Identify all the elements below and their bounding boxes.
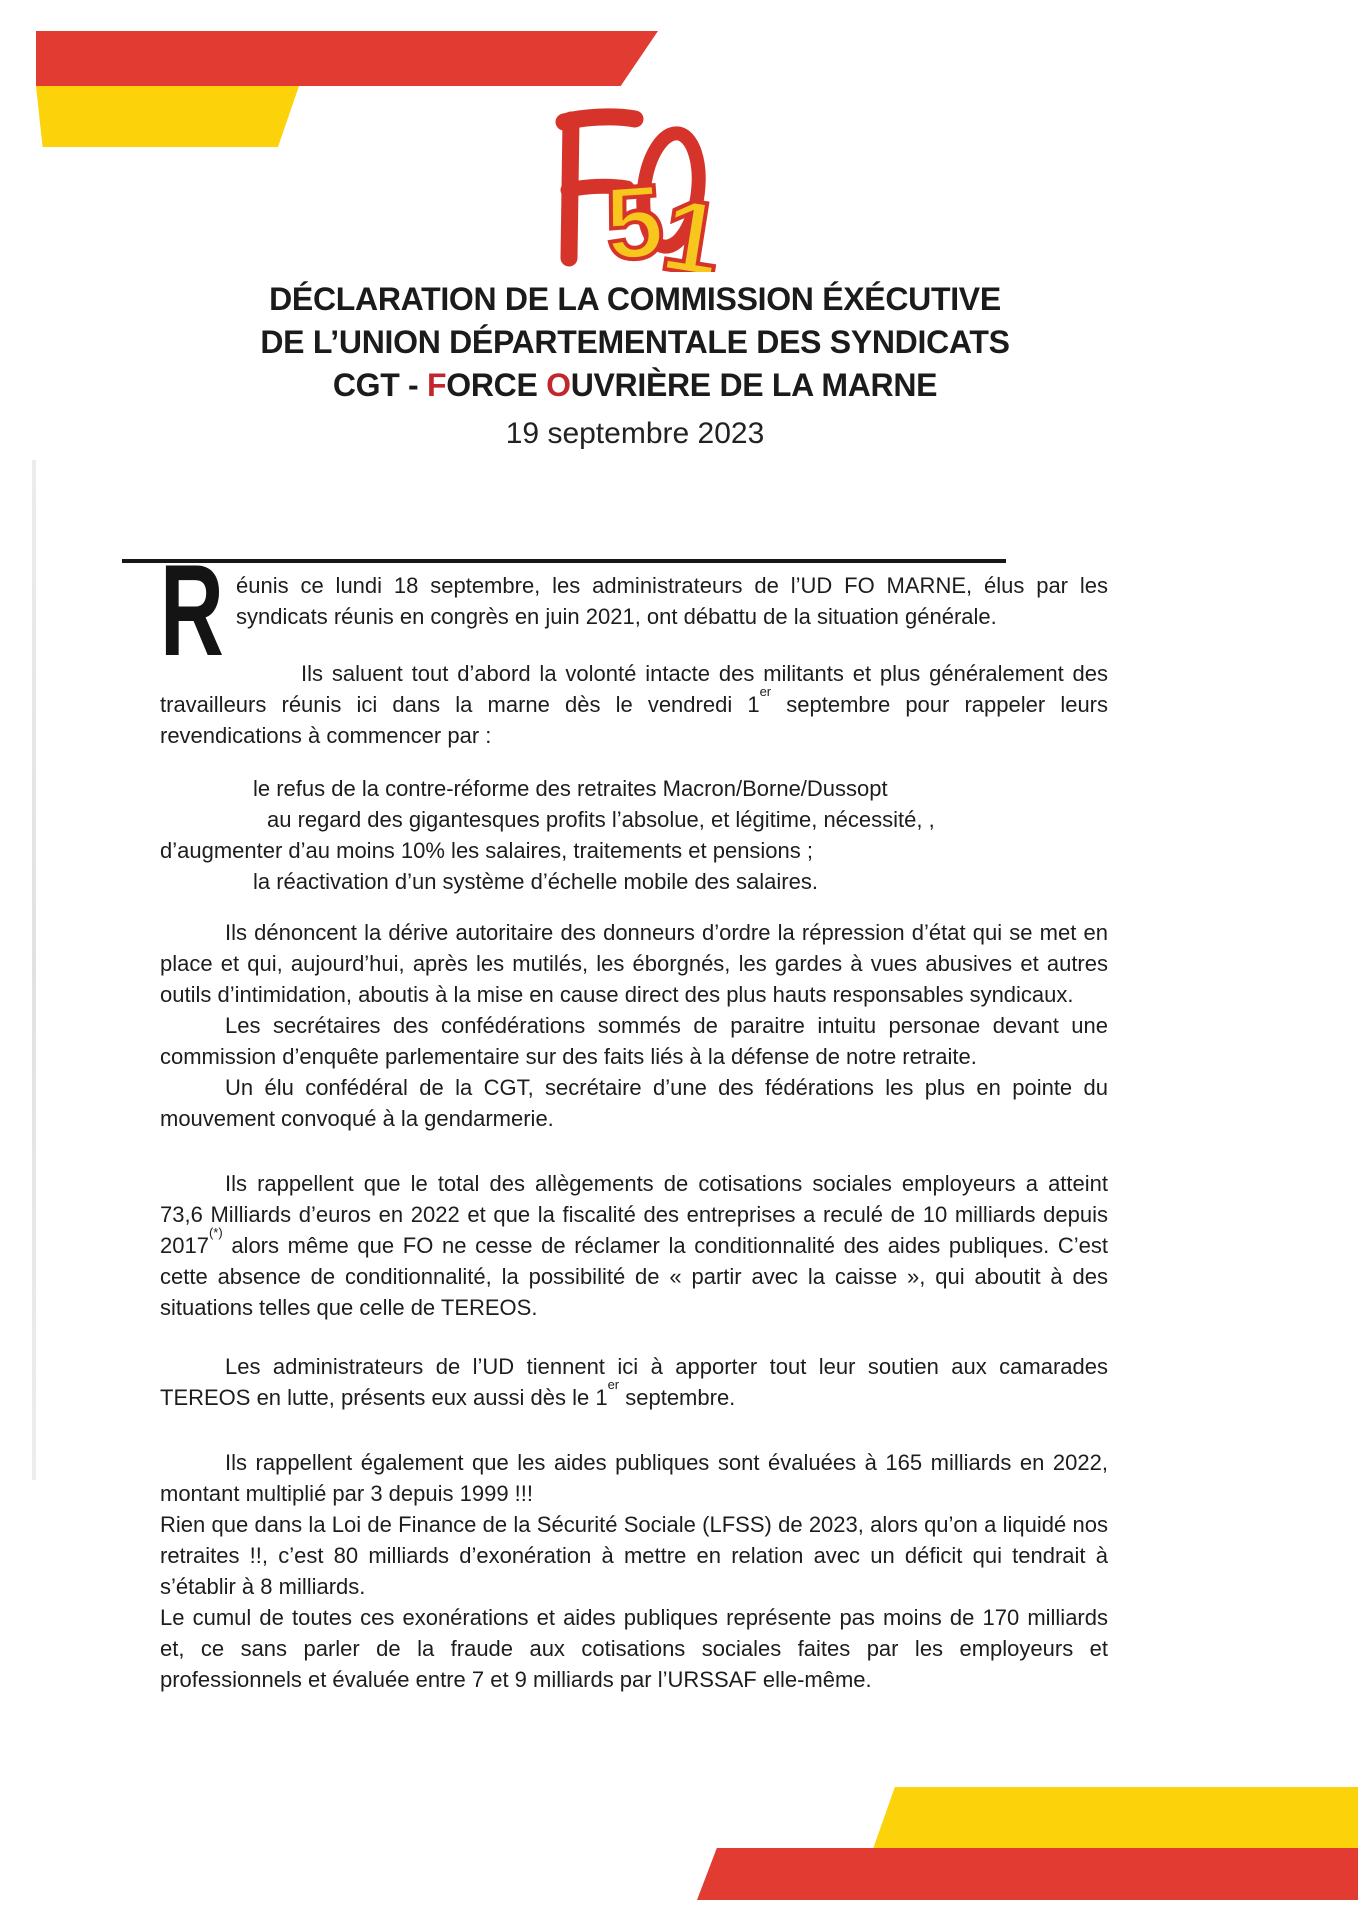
title-line-2: DE L’UNION DÉPARTEMENTALE DES SYNDICATS <box>260 324 1010 360</box>
horizontal-rule <box>122 559 1006 563</box>
paragraph-secretaires: Les secrétaires des confédérations sommés de paraitre intuitu personae devant une commission d’enquête parlementaire sur des faits liés à la défense de notre retraite. <box>160 1013 1108 1069</box>
document-date: 19 septembre 2023 <box>505 417 765 450</box>
paragraph-lfss: Rien que dans la Loi de Finance de la Sécurité Sociale (LFSS) de 2023, alors qu’on a liquidé nos retraites !!, c’est 80 milliards d’exonération à mettre en relation avec un déficit qui tendrait à s’établir à 8 milliards. <box>160 1512 1108 1599</box>
logo-digit-5: 5 <box>601 163 668 272</box>
demand-item: au regard des gigantesques profits l’absolue, et légitime, nécessité, , <box>267 807 935 832</box>
title-block <box>160 278 1110 452</box>
fo51-logo <box>538 100 723 272</box>
superscript-er: er <box>607 1376 620 1392</box>
paragraph-cumul: Le cumul de toutes ces exonérations et aides publiques représente pas moins de 170 milliards et, ce sans parler de la fraude aux cotisations sociales faites par les employeurs et professionnels et évaluée entre 7 et 9 milliards par l’URSSAF elle-même. <box>160 1605 1108 1692</box>
title-red-letter-o: O <box>546 367 571 403</box>
demand-item: le refus de la contre-réforme des retraites Macron/Borne/Dussopt <box>253 776 888 801</box>
bottom-red-band <box>697 1848 1358 1900</box>
paragraph-tereos: Les administrateurs de l’UD tiennent ici à apporter tout leur soutien aux camarades TEREOS en lutte, présents eux aussi dès le 1er septembre. <box>160 1354 1108 1410</box>
bottom-yellow-band <box>873 1787 1358 1849</box>
paragraph-opening: R éunis ce lundi 18 septembre, les administrateurs de l’UD FO MARNE, élus par les syndicats réunis en congrès en juin 2021, ont débattu de la situation générale. <box>160 537 1108 683</box>
fo51-logo-graphic <box>538 100 723 272</box>
title-line-3-cgt: CGT - <box>332 367 427 403</box>
top-yellow-band <box>36 86 299 147</box>
document-body <box>160 537 1109 1695</box>
paragraph-allegements: Ils rappellent que le total des allègements de cotisations sociales employeurs a atteint 73,6 Milliards d’euros en 2022 et que la fiscalité des entreprises a reculé de 10 milliards depuis 2017(*) alors même que FO ne cesse de réclamer la conditionnalité des aides publiques. C’est cette absence de conditionnalité, la possibilité de « partir avec la caisse », qui aboutit à des situations telles que celle de TEREOS. <box>160 1171 1108 1320</box>
title-red-letter-f: F <box>427 367 447 403</box>
demand-item: la réactivation d’un système d’échelle mobile des salaires. <box>253 869 818 894</box>
paragraph-elu-cgt: Un élu confédéral de la CGT, secrétaire d’une des fédérations les plus en pointe du mouvement convoqué à la gendarmerie. <box>160 1075 1108 1131</box>
paragraph-denunciation: Ils dénoncent la dérive autoritaire des donneurs d’ordre la répression d’état qui se met en place et qui, aujourd’hui, après les mutilés, les éborgnés, les gardes à vues abusives et autres outils d’intimidation, aboutis à la mise en cause direct des plus hauts responsables syndicaux. <box>160 920 1108 1007</box>
dropcap-r: R <box>160 537 224 683</box>
demands-list <box>160 773 1108 897</box>
top-red-band <box>36 31 658 86</box>
paragraph-salute: Ils saluent tout d’abord la volonté intacte des militants et plus généralement des travailleurs réunis ici dans la marne dès le vendredi 1er septembre pour rappeler leurs revendications à commencer par : <box>160 661 1109 748</box>
logo-digit-1: 1 <box>654 176 723 272</box>
superscript-er: er <box>759 683 772 699</box>
scan-shadow-artifact <box>32 460 36 1480</box>
superscript-asterisk: (*) <box>208 1224 223 1240</box>
title-line-3: CGT - FORCE OUVRIÈRE DE LA MARNE <box>332 367 938 403</box>
title-line-1: DÉCLARATION DE LA COMMISSION ÉXÉCUTIVE <box>269 281 1001 317</box>
paragraph-aides-publiques: Ils rappellent également que les aides publiques sont évaluées à 165 milliards en 2022, montant multiplié par 3 depuis 1999 !!! <box>160 1450 1108 1506</box>
demand-item: d’augmenter d’au moins 10% les salaires, traitements et pensions ; <box>160 838 814 863</box>
